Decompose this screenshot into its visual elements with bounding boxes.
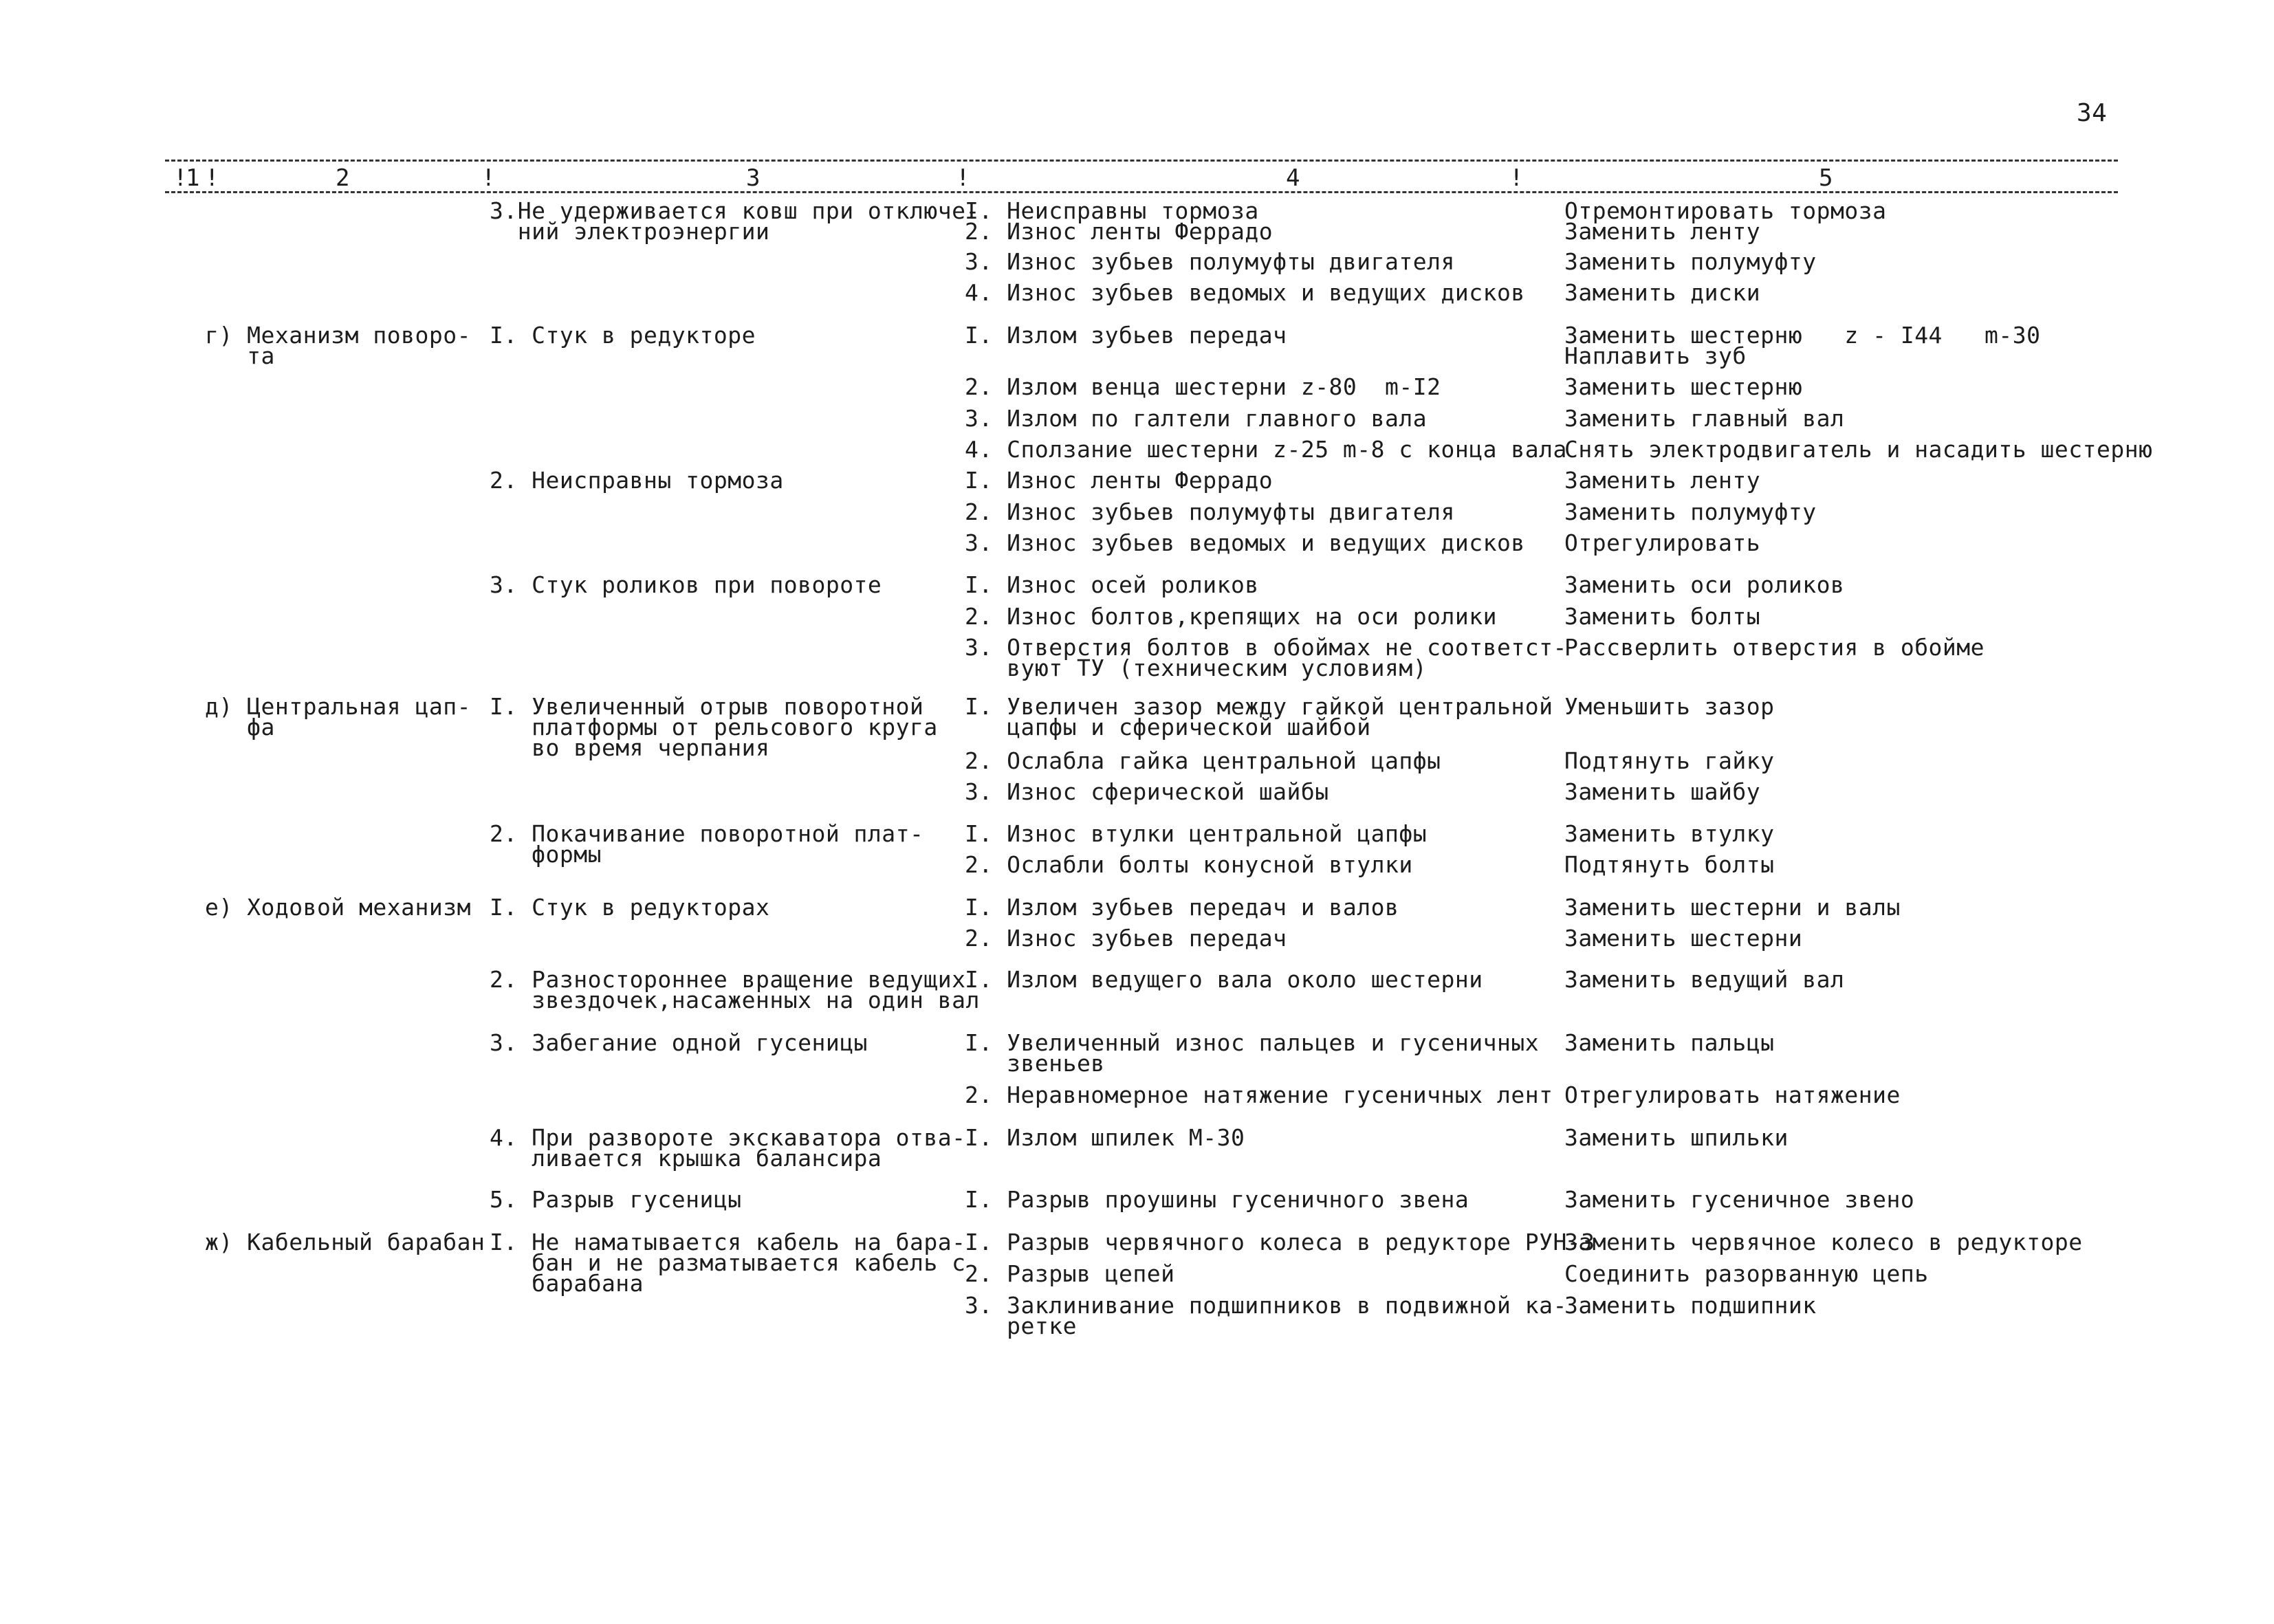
cell-col-5: Заменить главный вал — [1564, 405, 1845, 432]
cell-col-5: Заменить шайбу — [1564, 778, 1761, 805]
cell-col-3: I. Стук в редукторах — [490, 894, 770, 921]
cell-col-3: 2. Разностороннее вращение ведущих звездочек,насаженных на один вал — [490, 966, 980, 1013]
cell-col-5: Уменьшить зазор — [1564, 693, 1775, 720]
cell-col-3: 2. Покачивание поворотной плат- формы — [490, 820, 924, 868]
cell-col-4: I. Износ ленты Феррадо — [965, 467, 1273, 494]
cell-col-5: Заменить шпильки — [1564, 1124, 1789, 1151]
cell-col-4: I. Неисправны тормоза 2. Износ ленты Феррадо — [965, 197, 1273, 245]
cell-col-4: I. Излом зубьев передач и валов — [965, 894, 1399, 921]
cell-col-5: Заменить червячное колесо в редукторе — [1564, 1229, 2083, 1255]
cell-col-4: I. Излом шпилек М-30 — [965, 1124, 1245, 1151]
cell-col-4: 2. Износ зубьев полумуфты двигателя — [965, 498, 1455, 525]
cell-col-4: I. Увеличенный износ пальцев и гусеничных звеньев — [965, 1029, 1540, 1077]
cell-col-4: 2. Разрыв цепей — [965, 1260, 1175, 1287]
cell-col-4: I. Разрыв проушины гусеничного звена — [965, 1186, 1469, 1213]
cell-col-2: г) Механизм поворо- та — [205, 322, 471, 369]
cell-col-4: 2. Излом венца шестерни z-80 m-I2 — [965, 373, 1441, 400]
cell-col-2: д) Центральная цап- фа — [205, 693, 471, 740]
cell-col-4: 3. Износ сферической шайбы — [965, 778, 1329, 805]
cell-col-3: I. Не наматывается кабель на бара- бан и не разматывается кабель с барабана — [490, 1229, 966, 1297]
cell-col-5: Рассверлить отверстия в обойме — [1564, 634, 1985, 661]
header-separator: ! — [1509, 164, 1524, 192]
cell-col-5: Подтянуть гайку — [1564, 747, 1775, 774]
cell-col-5: Заменить пальцы — [1564, 1029, 1775, 1056]
cell-col-4: I. Разрыв червячного колеса в редукторе РУН-3 — [965, 1229, 1595, 1255]
cell-col-4: 2. Ослабли болты конусной втулки — [965, 851, 1413, 878]
cell-col-4: 2. Износ болтов,крепящих на оси ролики — [965, 603, 1497, 630]
cell-col-4: 2. Износ зубьев передач — [965, 925, 1287, 952]
cell-col-4: I. Износ втулки центральной цапфы — [965, 820, 1428, 847]
cell-col-3: 3. Стук роликов при повороте — [490, 571, 882, 598]
cell-col-5: Заменить шестерни и валы — [1564, 894, 1901, 921]
cell-col-4: 3. Износ зубьев ведомых и ведущих дисков — [965, 529, 1525, 556]
cell-col-5: Снять электродвигатель и насадить шестерню — [1564, 436, 2153, 463]
cell-col-5: Заменить подшипник — [1564, 1292, 1817, 1319]
cell-col-3: I. Стук в редукторе — [490, 322, 756, 349]
cell-col-5: Заменить шестерню — [1564, 373, 1803, 400]
cell-col-4: 3. Отверстия болтов в обоймах не соответст- вуют ТУ (техническим условиям) — [965, 634, 1567, 681]
header-separator: ! — [173, 164, 188, 192]
cell-col-5: Заменить оси роликов — [1564, 571, 1845, 598]
cell-col-4: I. Излом зубьев передач — [965, 322, 1287, 349]
cell-col-5: Заменить болты — [1564, 603, 1761, 630]
cell-col-4: I. Износ осей роликов — [965, 571, 1259, 598]
header-col-3: 3 — [746, 164, 761, 192]
cell-col-4: 3. Излом по галтели главного вала — [965, 405, 1428, 432]
cell-col-4: 2. Ослабла гайка центральной цапфы — [965, 747, 1441, 774]
cell-col-5: Заменить втулку — [1564, 820, 1775, 847]
cell-col-5: Заменить шестерни — [1564, 925, 1803, 952]
cell-col-4: 4. Износ зубьев ведомых и ведущих дисков — [965, 279, 1525, 306]
cell-col-4: 3. Заклинивание подшипников в подвижной ка- ретке — [965, 1292, 1567, 1339]
cell-col-5: Заменить полумуфту — [1564, 498, 1817, 525]
cell-col-3: 5. Разрыв гусеницы — [490, 1186, 742, 1213]
header-col-2: 2 — [336, 164, 350, 192]
cell-col-5: Отрегулировать — [1564, 529, 1761, 556]
cell-col-5: Подтянуть болты — [1564, 851, 1775, 878]
cell-col-3: 4. При развороте экскаватора отва- ливается крышка балансира — [490, 1124, 966, 1172]
cell-col-5: Заменить диски — [1564, 279, 1761, 306]
header-rule-top — [165, 160, 2118, 162]
cell-col-3: 3.Не удерживается ковш при отключе- ний электроэнергии — [490, 197, 980, 245]
cell-col-5: Заменить ленту — [1564, 467, 1761, 494]
header-separator: ! — [956, 164, 970, 192]
cell-col-2: ж) Кабельный барабан — [205, 1229, 485, 1255]
cell-col-5: Отремонтировать тормоза Заменить ленту — [1564, 197, 1887, 245]
cell-col-3: I. Увеличенный отрыв поворотной платформы от рельсового круга во время черпания — [490, 693, 938, 761]
cell-col-2: е) Ходовой механизм — [205, 894, 471, 921]
cell-col-3: 2. Неисправны тормоза — [490, 467, 784, 494]
cell-col-5: Заменить полумуфту — [1564, 248, 1817, 275]
cell-col-5: Заменить ведущий вал — [1564, 966, 1845, 993]
header-col-1: 1 — [186, 164, 200, 192]
cell-col-5: Отрегулировать натяжение — [1564, 1082, 1901, 1108]
header-separator: ! — [481, 164, 496, 192]
cell-col-4: 4. Сползание шестерни z-25 m-8 с конца вала — [965, 436, 1567, 463]
cell-col-5: Соединить разорванную цепь — [1564, 1260, 1929, 1287]
header-separator: ! — [205, 164, 219, 192]
cell-col-4: 3. Износ зубьев полумуфты двигателя — [965, 248, 1455, 275]
page-number: 34 — [2077, 99, 2108, 127]
cell-col-4: I. Увеличен зазор между гайкой центральной цапфы и сферической шайбой — [965, 693, 1553, 740]
header-col-4: 4 — [1286, 164, 1300, 192]
cell-col-3: 3. Забегание одной гусеницы — [490, 1029, 868, 1056]
cell-col-5: Заменить гусеничное звено — [1564, 1186, 1915, 1213]
cell-col-5: Заменить шестерню z - I44 m-30 Наплавить зуб — [1564, 322, 2041, 369]
cell-col-4: 2. Неравномерное натяжение гусеничных лент — [965, 1082, 1553, 1108]
cell-col-4: I. Излом ведущего вала около шестерни — [965, 966, 1483, 993]
header-col-5: 5 — [1819, 164, 1833, 192]
